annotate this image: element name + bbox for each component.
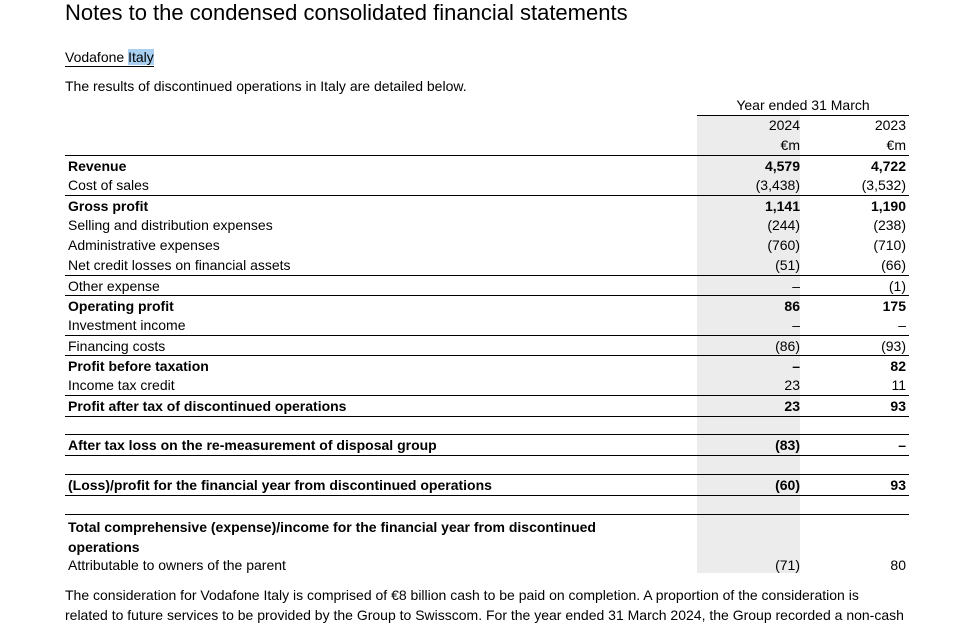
row-label: Attributable to owners of the parent: [68, 557, 286, 573]
row-label: Cost of sales: [68, 177, 149, 193]
value-2024: (86): [775, 338, 800, 354]
table-row: [65, 155, 909, 176]
value-2023: 11: [891, 377, 906, 393]
row-label: Profit before taxation: [68, 358, 209, 374]
value-2024: (760): [767, 237, 800, 253]
row-label: After tax loss on the re-measurement of disposal group: [68, 437, 437, 453]
value-2023: (1): [888, 278, 906, 294]
row-label: Investment income: [68, 317, 186, 333]
footer-line: The consideration for Vodafone Italy is comprised of €8 billion cash to be paid on completion. A proportion of the consideration is: [65, 587, 859, 603]
row-label: Operating profit: [68, 298, 174, 314]
table-row: [65, 295, 909, 316]
value-2024: (3,438): [755, 177, 800, 193]
table-row: [65, 395, 909, 417]
table-row: [65, 375, 909, 395]
row-label: Revenue: [68, 158, 127, 174]
row-label: Income tax credit: [68, 377, 175, 393]
year-2024-header: 2024: [768, 117, 800, 133]
intro-text: The results of discontinued operations in Italy are detailed below.: [65, 78, 467, 94]
subheading-text: Vodafone: [65, 49, 129, 65]
value-2024: 86: [784, 298, 800, 314]
row-label: Financing costs: [68, 338, 166, 354]
table-row: [65, 315, 909, 335]
value-2023: (3,532): [861, 177, 906, 193]
table-row: [65, 235, 909, 255]
value-2023: 175: [882, 298, 906, 314]
row-label: (Loss)/profit for the financial year from discontinued operations: [68, 477, 492, 493]
value-2023: 80: [890, 557, 906, 573]
value-2023: (93): [881, 338, 906, 354]
value-2024: (60): [775, 477, 800, 493]
total-comprehensive-heading: [65, 514, 909, 555]
row-label: Selling and distribution expenses: [68, 217, 273, 233]
table-row: [65, 255, 909, 275]
subheading-highlighted-text: Italy: [128, 49, 154, 65]
remeasurement-row: [65, 434, 909, 456]
value-2024: –: [792, 317, 800, 333]
row-label: Gross profit: [68, 198, 149, 214]
value-2023: 93: [890, 477, 906, 493]
value-2023: (710): [873, 237, 906, 253]
value-2023: 82: [890, 358, 906, 374]
value-2023: (66): [881, 257, 906, 273]
value-2024: (83): [775, 437, 800, 453]
unit-2023-header: €m: [886, 137, 906, 153]
value-2024: –: [792, 278, 800, 294]
year-2023-header: 2023: [874, 117, 906, 133]
value-2023: –: [898, 317, 906, 333]
table-row: [65, 195, 909, 216]
section-subheading: [65, 48, 154, 67]
value-2023: 93: [890, 398, 906, 414]
table-row: [65, 335, 909, 356]
table-row: [65, 215, 909, 235]
value-2023: 1,190: [870, 198, 906, 214]
footer-line: related to future services to be provided by the Group to Swisscom. For the year ended 31 March 2024, the Group recorded a non-cash: [65, 607, 904, 623]
row-label: Total comprehensive (expense)/income for the financial year from discontinued operations: [68, 519, 596, 555]
value-2024: 4,579: [764, 158, 800, 174]
unit-2024-header: €m: [780, 137, 800, 153]
value-2024: –: [792, 358, 800, 374]
value-2024: (71): [775, 557, 800, 573]
value-2024: 1,141: [764, 198, 800, 214]
row-label: Net credit losses on financial assets: [68, 257, 291, 273]
table-row: [65, 355, 909, 376]
value-2024: 23: [784, 377, 800, 393]
value-2024: 23: [784, 398, 800, 414]
value-2023: –: [898, 437, 906, 453]
attributable-row: [65, 555, 909, 575]
footer-paragraph: [65, 585, 910, 625]
row-label: Other expense: [68, 278, 160, 294]
table-row: [65, 175, 909, 195]
row-label: Profit after tax of discontinued operations: [68, 398, 347, 414]
table-row: [65, 275, 909, 296]
loss-profit-row: [65, 474, 909, 496]
value-2024: (244): [767, 217, 800, 233]
value-2023: 4,722: [870, 158, 906, 174]
row-label: Administrative expenses: [68, 237, 220, 253]
value-2024: (51): [775, 257, 800, 273]
page-title: Notes to the condensed consolidated financial statements: [65, 0, 628, 25]
value-2023: (238): [873, 217, 906, 233]
period-header: Year ended 31 March: [697, 95, 909, 116]
